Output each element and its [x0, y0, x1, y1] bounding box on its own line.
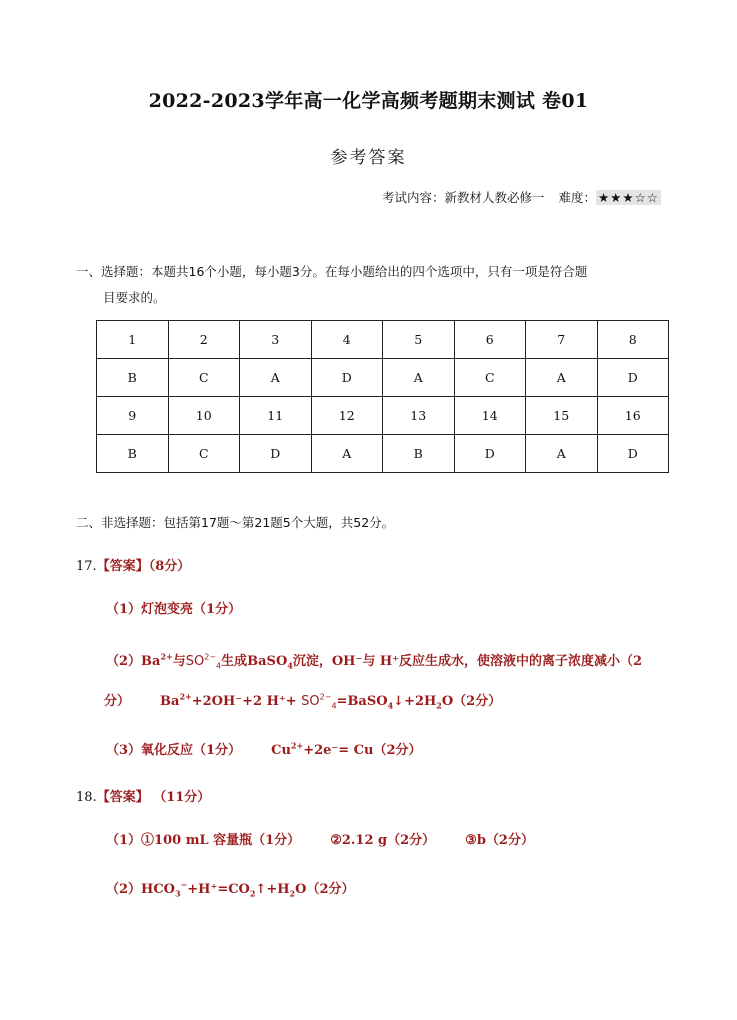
question-number-cell: 1 [97, 321, 169, 359]
question-number-cell: 11 [240, 397, 312, 435]
answer-table [96, 320, 669, 473]
q18-text: O（2分） [295, 882, 355, 897]
answer-cell: D [597, 359, 669, 397]
q17-text: 与 [172, 654, 186, 669]
q17-sub: 2 [436, 700, 442, 711]
answer-cell: D [240, 435, 312, 473]
q18-text: （2）HCO [106, 882, 175, 897]
q18-sub: 3 [175, 888, 181, 899]
ion-charge: 2− [319, 692, 332, 702]
q18-text: ③b（2分） [465, 833, 534, 848]
q17-sup: 2+ [290, 740, 304, 751]
answer-cell: D [454, 435, 526, 473]
q17-sub: 4 [387, 700, 394, 711]
sulfate-ion [186, 654, 221, 669]
section-choice-line1: 一、选择题：本题共16个小题，每小题3分。在每小题给出的四个选项中，只有一项是符合题 [76, 264, 588, 279]
q17-text: 分） [104, 694, 131, 709]
q17-text: （2）Ba [106, 654, 161, 669]
difficulty-label: 难度： [558, 190, 596, 205]
q17-text: +2e⁻= Cu（2分） [303, 743, 422, 758]
q17-text: （3）氧化反应（1分） [106, 743, 242, 758]
page-title: 2022-2023学年高一化学高频考题期末测试 卷01 [148, 90, 589, 112]
q17-part3 [106, 739, 422, 758]
answer-cell: C [168, 435, 240, 473]
q17-text: +2OH⁻+2 H⁺+ [191, 694, 297, 709]
question-number-cell: 3 [240, 321, 312, 359]
q18-sub: 2 [289, 888, 296, 899]
ion-subscript: 4 [331, 701, 337, 711]
ion-symbol: SO [301, 694, 320, 709]
question-number-cell: 14 [454, 397, 526, 435]
table-row [97, 397, 669, 435]
question-number-cell: 5 [383, 321, 455, 359]
ion-subscript: 4 [216, 661, 222, 671]
q17-part1: （1）灯泡变亮（1分） [106, 602, 242, 617]
sulfate-ion [301, 694, 336, 709]
page-subtitle: 参考答案 [330, 148, 407, 168]
q17-header [76, 555, 190, 574]
q17-text: 沉淀，OH⁻与 H⁺反应生成水，使溶液中的离子浓度减小（2 [292, 654, 643, 669]
answer-cell: A [240, 359, 312, 397]
q17-number: 17. [76, 559, 97, 574]
answer-cell: A [526, 359, 598, 397]
q17-answer-label: 【答案】（8分） [96, 559, 191, 574]
question-number-cell: 6 [454, 321, 526, 359]
q18-answer-label: 【答案】 （11分） [96, 790, 211, 805]
answer-cell: D [597, 435, 669, 473]
q17-part2-line1 [106, 650, 642, 669]
table-row [97, 435, 669, 473]
q18-header [76, 786, 210, 805]
section-choice-intro [76, 259, 666, 311]
q18-part1 [106, 829, 534, 848]
answer-cell: C [168, 359, 240, 397]
q18-sup: − [180, 879, 188, 890]
q17-text: ↓+2H [393, 694, 437, 709]
question-number-cell: 10 [168, 397, 240, 435]
q18-part2 [106, 878, 355, 897]
exam-meta [382, 188, 661, 206]
section-choice-line2: 目要求的。 [103, 290, 166, 305]
answer-cell: B [97, 359, 169, 397]
q18-text: ↑+H [255, 882, 290, 897]
answer-cell: D [311, 359, 383, 397]
difficulty-rating: ★★★☆☆ [597, 190, 659, 205]
section-nonchoice-intro: 二、非选择题：包括第17题～第21题5个大题，共52分。 [76, 515, 395, 530]
question-number-cell: 15 [526, 397, 598, 435]
answer-cell: B [383, 435, 455, 473]
answer-cell: C [454, 359, 526, 397]
question-number-cell: 4 [311, 321, 383, 359]
question-number-cell: 9 [97, 397, 169, 435]
q17-sup: 2+ [179, 691, 192, 702]
q17-text: =BaSO [336, 694, 388, 709]
q17-sup: 2+ [160, 651, 173, 662]
ion-symbol: SO [185, 654, 205, 669]
answer-cell: A [383, 359, 455, 397]
q18-number: 18. [76, 790, 97, 805]
question-number-cell: 12 [311, 397, 383, 435]
table-row [97, 359, 669, 397]
q17-text: 生成BaSO [221, 654, 288, 669]
exam-content-label: 考试内容：新教材人教必修一 [381, 190, 545, 205]
q18-text: （1）①100 mL 容量瓶（1分） [106, 833, 301, 848]
question-number-cell: 8 [597, 321, 669, 359]
table-row [97, 321, 669, 359]
question-number-cell: 16 [597, 397, 669, 435]
answer-cell: B [97, 435, 169, 473]
answer-cell: A [311, 435, 383, 473]
q18-text: +H⁺=CO [187, 882, 250, 897]
q17-part2-line2 [104, 690, 501, 709]
q18-text: ②2.12 g（2分） [330, 833, 436, 848]
q17-text: Cu [271, 743, 291, 758]
q17-text: Ba [160, 694, 180, 709]
question-number-cell: 2 [168, 321, 240, 359]
q17-sub: 4 [287, 660, 293, 671]
question-number-cell: 13 [383, 397, 455, 435]
q18-sub: 2 [249, 888, 256, 899]
ion-charge: 2− [204, 652, 217, 662]
question-number-cell: 7 [526, 321, 598, 359]
answer-cell: A [526, 435, 598, 473]
q17-text: O（2分） [441, 694, 502, 709]
